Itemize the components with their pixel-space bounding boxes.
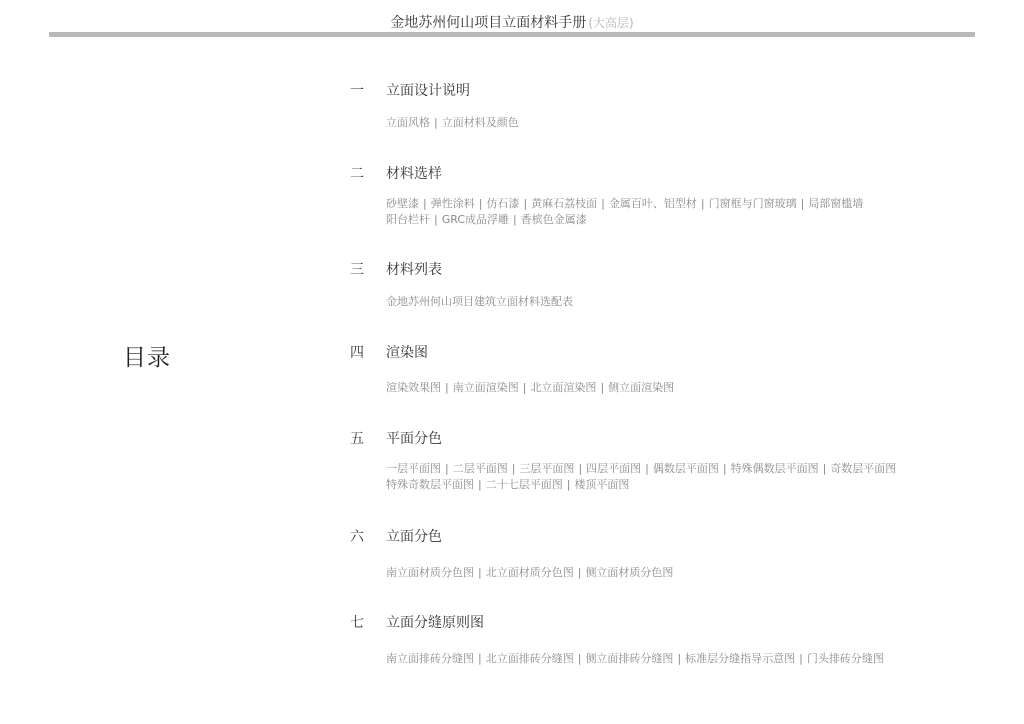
- section-item-line: [386, 651, 990, 667]
- section-title: 材料列表: [386, 262, 442, 278]
- section-item: 北立面排砖分缝图: [485, 652, 574, 665]
- item-separator: |: [800, 197, 805, 210]
- item-separator: |: [522, 381, 527, 394]
- section-title: 渲染图: [386, 345, 428, 361]
- section-item: 标准层分缝指导示意图: [685, 652, 796, 665]
- toc-heading: 目录: [123, 345, 171, 371]
- section-item: 南立面渲染图: [452, 381, 519, 394]
- section-item: 阳台栏杆: [386, 213, 430, 226]
- section-items: [386, 115, 990, 131]
- item-separator: |: [478, 566, 482, 579]
- item-separator: |: [478, 197, 483, 210]
- item-separator: |: [645, 462, 649, 475]
- section-item: 二十七层平面图: [485, 478, 563, 491]
- section-item-line: [386, 115, 990, 131]
- section-item: 楼顶平面图: [574, 478, 630, 491]
- item-separator: |: [799, 652, 803, 665]
- document-title-main: 金地苏州何山项目立面材料手册: [390, 15, 587, 31]
- section-item: 弹性涂料: [430, 197, 475, 210]
- item-separator: |: [434, 116, 438, 129]
- section-item: 偶数层平面图: [652, 462, 719, 475]
- section-item: 侧立面渲染图: [608, 381, 675, 394]
- section-item: 南立面排砖分缝图: [386, 652, 474, 665]
- section-item-line: [386, 565, 990, 581]
- item-separator: |: [722, 462, 727, 475]
- section-items: [386, 294, 990, 310]
- document-title-subtitle: (大高层): [588, 16, 634, 30]
- section-items: [386, 380, 990, 396]
- section-item: 二层平面图: [452, 462, 508, 475]
- item-separator: |: [423, 197, 427, 210]
- item-separator: |: [513, 213, 517, 226]
- section-title: 立面分色: [386, 529, 442, 545]
- item-separator: |: [677, 652, 682, 665]
- section-item-line: [386, 212, 990, 228]
- section-items: [386, 461, 990, 493]
- section-item: 奇数层平面图: [830, 462, 897, 475]
- section-item: 侧立面材质分色图: [585, 566, 674, 579]
- section-item-line: [386, 477, 990, 493]
- section-item-line: [386, 196, 990, 212]
- section-item: 特殊偶数层平面图: [730, 462, 819, 475]
- item-separator: |: [478, 478, 482, 491]
- item-separator: |: [478, 652, 482, 665]
- section-title: 材料选样: [386, 166, 442, 182]
- item-separator: |: [578, 462, 583, 475]
- section-item: 北立面材质分色图: [485, 566, 574, 579]
- item-separator: |: [445, 381, 449, 394]
- section-item: 金属百叶、铝型材: [608, 197, 697, 210]
- section-item: 三层平面图: [519, 462, 575, 475]
- section-item: 香槟色金属漆: [520, 213, 587, 226]
- section-item: 仿石漆: [486, 197, 520, 210]
- section-item: 立面材料及颜色: [441, 116, 519, 129]
- item-separator: |: [445, 462, 449, 475]
- item-separator: |: [600, 381, 605, 394]
- section-number: 三: [350, 262, 364, 278]
- section-title: 立面分缝原则图: [386, 615, 484, 631]
- section-item-line: [386, 380, 990, 396]
- item-separator: |: [523, 197, 528, 210]
- section-item: 门窗框与门窗玻璃: [708, 197, 797, 210]
- section-item: 一层平面图: [386, 462, 441, 475]
- section-item: 砂壁漆: [386, 197, 419, 210]
- item-separator: |: [566, 478, 571, 491]
- section-item: 北立面渲染图: [530, 381, 597, 394]
- section-item: GRC成品浮雕: [441, 213, 510, 226]
- section-item: 特殊奇数层平面图: [386, 478, 474, 491]
- section-items: [386, 565, 990, 581]
- item-separator: |: [700, 197, 705, 210]
- section-number: 四: [350, 345, 364, 361]
- item-separator: |: [577, 566, 582, 579]
- item-separator: |: [822, 462, 827, 475]
- section-title: 立面设计说明: [386, 83, 470, 99]
- section-title: 平面分色: [386, 431, 442, 447]
- section-item-line: [386, 294, 990, 310]
- section-item-line: [386, 461, 990, 477]
- section-item: 侧立面排砖分缝图: [585, 652, 674, 665]
- section-number: 五: [350, 431, 364, 447]
- section-items: [386, 196, 990, 228]
- section-item: 渲染效果图: [386, 381, 441, 394]
- item-separator: |: [434, 213, 438, 226]
- section-item: 黄麻石荔枝面: [531, 197, 598, 210]
- section-item: 南立面材质分色图: [386, 566, 474, 579]
- section-item: 四层平面图: [586, 462, 642, 475]
- item-separator: |: [601, 197, 605, 210]
- item-separator: |: [511, 462, 516, 475]
- section-items: [386, 651, 990, 667]
- section-item: 门头排砖分缝图: [806, 652, 884, 665]
- section-item: 金地苏州何山项目建筑立面材料选配表: [386, 295, 573, 308]
- section-number: 二: [350, 166, 364, 182]
- section-number: 一: [350, 83, 364, 99]
- section-item: 局部窗槛墙: [808, 197, 864, 210]
- section-number: 七: [350, 615, 364, 631]
- item-separator: |: [577, 652, 582, 665]
- section-number: 六: [350, 529, 364, 545]
- section-item: 立面风格: [386, 116, 430, 129]
